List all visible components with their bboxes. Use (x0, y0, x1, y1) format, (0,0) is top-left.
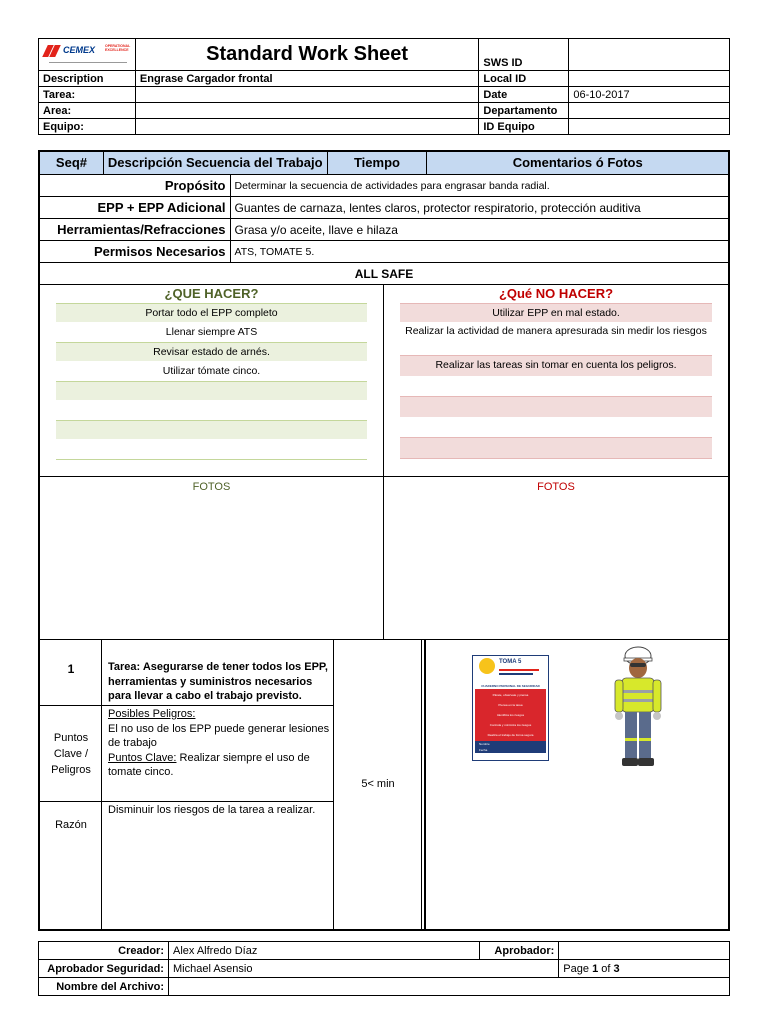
tarea-label: Tarea: (39, 87, 136, 103)
area-value[interactable] (135, 103, 478, 119)
col-seq: Seq# (40, 152, 103, 174)
local-id-value[interactable] (569, 71, 730, 87)
que-hacer-item: Portar todo el EPP completo (56, 303, 367, 322)
header-table (38, 38, 730, 135)
description-label: Description (39, 71, 136, 87)
page-total: 3 (613, 962, 620, 975)
safety-worker-illustration (610, 646, 666, 770)
archivo-label: Nombre del Archivo: (39, 978, 169, 996)
logo-cell (39, 39, 136, 71)
creador-value[interactable]: Alex Alfredo Díaz (168, 942, 479, 960)
sws-id-value[interactable] (569, 39, 730, 71)
que-hacer-title: ¿QUE HACER? (164, 286, 259, 301)
no-hacer-item: Realizar las tareas sin tomar en cuenta los peligros. (400, 355, 712, 376)
no-hacer-item (400, 417, 712, 437)
logo-sub: OPERATIONAL EXCELLENCE (105, 43, 131, 52)
all-safe: ALL SAFE (40, 263, 728, 285)
permisos-value[interactable]: ATS, TOMATE 5. (230, 241, 728, 263)
no-hacer-title: ¿Qué NO HACER? (498, 286, 614, 301)
step-peligros (108, 707, 332, 780)
page-title: Standard Work Sheet (135, 39, 478, 71)
proposito-value[interactable]: Determinar la secuencia de actividades para engrasar banda radial. (230, 175, 728, 197)
page-indicator (559, 960, 730, 978)
info-table (40, 174, 728, 285)
date-value[interactable]: 06-10-2017 (569, 87, 730, 103)
razon-label: Razón (55, 819, 87, 831)
no-hacer-panel (384, 284, 728, 477)
que-hacer-item: Revisar estado de arnés. (56, 342, 367, 361)
page-current: 1 (592, 962, 599, 975)
card-nombre: Nombre (479, 742, 490, 746)
que-hacer-item (56, 420, 367, 439)
permisos-label: Permisos Necesarios (40, 241, 230, 263)
que-hacer-item: Utilizar tómate cinco. (162, 365, 261, 377)
epp-label: EPP + EPP Adicional (40, 197, 230, 219)
fotos-right-title: FOTOS (537, 481, 575, 493)
fotos-left-panel (40, 477, 384, 640)
puntos-clave-text: Realizar siempre el uso de tomate cinco. (108, 751, 310, 778)
page-prefix: Page (563, 962, 589, 975)
card-subtitle: CUADERNO PERSONAL DE SEGURIDAD (481, 684, 540, 688)
que-hacer-panel (40, 284, 384, 477)
no-hacer-item (400, 376, 712, 396)
col-tiempo: Tiempo (327, 152, 427, 174)
tarea-value[interactable] (135, 87, 478, 103)
date-label: Date (479, 87, 569, 103)
card-title: TOMA 5 (499, 659, 522, 665)
area-label: Area: (39, 103, 136, 119)
departamento-value[interactable] (569, 103, 730, 119)
herramientas-value[interactable]: Grasa y/o aceite, llave e hilaza (230, 219, 728, 241)
aprobador-value[interactable] (559, 942, 730, 960)
no-hacer-item: Utilizar EPP en mal estado. (400, 303, 712, 322)
que-hacer-item (56, 381, 367, 400)
step-tarea: Tarea: Asegurarse de tener todos los EPP, herramientas y suministros necesarios para llevar a cabo el trabajo previsto. (108, 661, 328, 702)
local-id-label: Local ID (479, 71, 569, 87)
logo-text: CEMEX (63, 44, 96, 55)
cemex-logo (41, 42, 133, 68)
card-item: Identifica los riesgos (496, 713, 525, 717)
card-item: Realiza el trabajo de forma segura (487, 733, 534, 737)
equipo-label: Equipo: (39, 119, 136, 135)
aprob-seguridad-label: Aprobador Seguridad: (39, 960, 169, 978)
no-hacer-item (400, 396, 712, 417)
equipo-value[interactable] (135, 119, 478, 135)
card-item: Piensa en la tarea (498, 703, 523, 707)
step-tiempo: 5< min (361, 778, 395, 790)
col-comentarios: Comentarios ó Fotos (427, 152, 728, 174)
id-equipo-value[interactable] (569, 119, 730, 135)
que-hacer-item (56, 400, 367, 420)
toma5-card (472, 655, 549, 761)
posibles-peligros-text: El no uso de los EPP puede generar lesiones de trabajo (108, 722, 330, 749)
no-hacer-item: Realizar la actividad de manera apresurada sin medir los riesgos (405, 325, 707, 337)
card-item: Párate, obsérvate y piensa (492, 693, 529, 697)
no-hacer-item (400, 437, 712, 459)
col-descripcion: Descripción Secuencia del Trabajo (103, 152, 327, 174)
step-seq-col (40, 640, 102, 929)
creador-label: Creador: (39, 942, 169, 960)
column-header-row (40, 152, 728, 175)
puntos-clave-label: Puntos Clave / Peligros (51, 732, 91, 776)
que-hacer-item: Llenar siempre ATS (165, 326, 258, 338)
proposito-label: Propósito (40, 175, 230, 197)
aprobador-label: Aprobador: (480, 942, 559, 960)
herramientas-label: Herramientas/Refracciones (40, 219, 230, 241)
posibles-peligros-label: Posibles Peligros: (108, 708, 196, 720)
fotos-right-panel (384, 477, 728, 640)
step-seq-number: 1 (67, 662, 75, 676)
footer-table (38, 941, 730, 996)
id-equipo-label: ID Equipo (479, 119, 569, 135)
page-of: of (601, 962, 611, 975)
que-hacer-item (56, 439, 367, 460)
puntos-clave-heading: Puntos Clave: (108, 751, 177, 764)
departamento-label: Departamento (479, 103, 569, 119)
sws-id-label: SWS ID (479, 39, 569, 71)
card-item: Controla y minimiza los riesgos (489, 723, 532, 727)
step-razon: Disminuir los riesgos de la tarea a realizar. (108, 804, 316, 816)
fotos-left-title: FOTOS (192, 481, 231, 493)
card-fecha: Fecha (479, 748, 488, 752)
archivo-value[interactable] (168, 978, 729, 996)
epp-value[interactable]: Guantes de carnaza, lentes claros, protector respiratorio, protección auditiva (230, 197, 728, 219)
aprob-seguridad-value[interactable]: Michael Asensio (168, 960, 558, 978)
sun-icon (479, 658, 495, 674)
description-value[interactable]: Engrase Cargador frontal (135, 71, 478, 87)
